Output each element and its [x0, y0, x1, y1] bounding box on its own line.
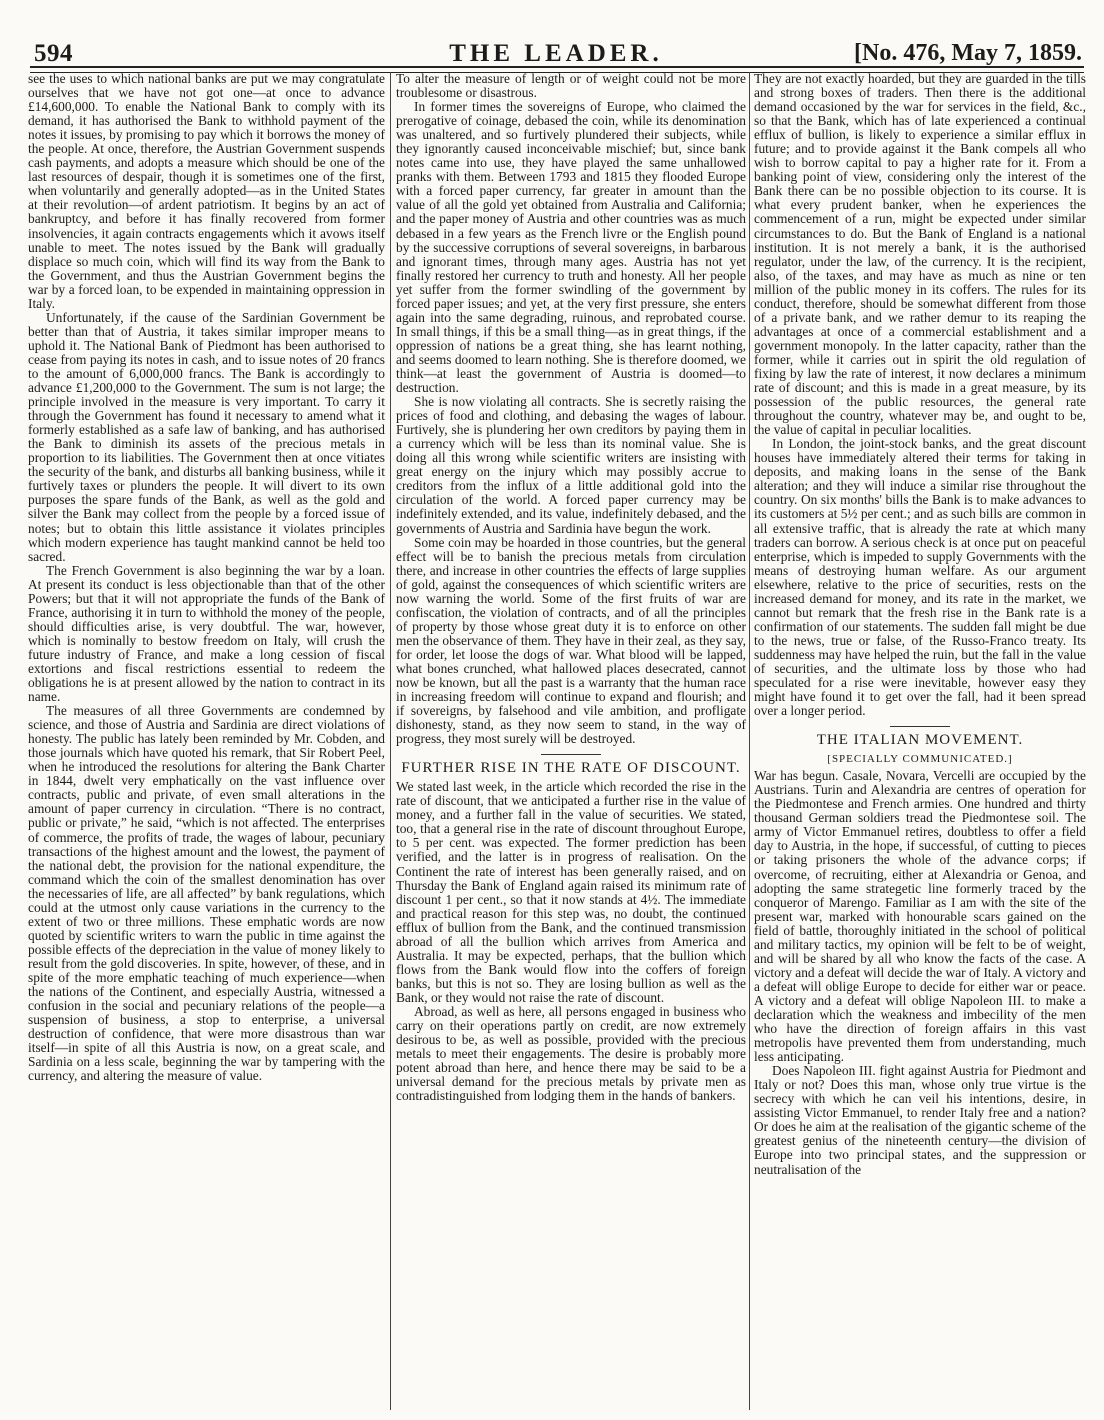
paragraph: To alter the measure of length or of weight could not be more troublesome or disastrous.: [396, 72, 746, 101]
column-divider: [749, 72, 750, 1410]
paragraph: They are not exactly hoarded, but they are guarded in the tills and strong boxes of traders. Then there is the additional demand occasioned by the war for services in the field, &c., so that the Bank, which has of late experienced a continual efflux of bullion, is likely to experience a similar efflux in future; and to provide against it the Bank compels all who wish to borrow capital to pay a higher rate for it. From a banking point of view, considering only the interest of the Bank there can be no possible objection to its course. It is what every prudent banker, when he experiences the commencement of a run, might be expected under similar circumstances to do. But the Bank of England is a national institution. It is not merely a bank, it is the authorised regulator, under the law, of the currency. It is the recipient, also, of the taxes, and may have as much as nine or ten million of the public money in its coffers. The rules for its conduct, therefore, should be somewhat different from those of a private bank, and we rather demur to its reaping the advantages at once of a commercial establishment and a government monopoly. In the latter capacity, rather than the former, while it carries out in spirit the old regulation of fixing by law the rate of interest, it now declares a minimum rate of discount; and this is made in a great measure, by its possession of the public resources, the general rate throughout the country, whatever may be, and ought to be, the value of capital in peculiar localities.: [754, 72, 1086, 438]
paragraph: Unfortunately, if the cause of the Sardinian Government be better than that of Austria, it takes similar improper means to uphold it. The National Bank of Piedmont has been authorised to cease from paying its notes in cash, and to issue notes of 20 francs to the amount of 6,000,000 francs. The Bank is accordingly to advance £1,200,000 to the Government. The sum is not large; the principle involved in the measure is very important. To carry it through the Government has found it necessary to amend what it formerly established as a safe law of banking, and has authorised the Bank to diminish its assets of the precious metals in proportion to its liabilities. The Government then at once vitiates the security of the bank, and disturbs all banking business, while it furtively taxes or plunders the people. It will divert to its own purposes the spare funds of the Bank, as well as the gold and silver the Bank may collect from the people by a forced issue of notes; but to obtain this little assistance it violates principles which modern experience has taught mankind cannot be held too sacred.: [28, 309, 385, 564]
newspaper-title: THE LEADER.: [449, 40, 663, 67]
paragraph: We stated last week, in the article which recorded the rise in the rate of discount, that we anticipated a further rise in the value of money, and a further fall in the value of securities. We stated, too, that a general rise in the rate of discount throughout Europe, to 5 per cent. was expected. The former prediction has been verified, and the latter is in progress of realisation. On the Continent the rate of interest has been generally raised, and on Thursday the Bank of England again raised its minimum rate of discount 1 per cent., so that it now stands at 4½. The immediate and practical reason for this step was, no doubt, the continued efflux of bullion from the Bank, and the continued transmission abroad of all the bullion which arrives from America and Australia. It may be expected, perhaps, that the bullion which flows from the Bank would flow into the coffers of foreign banks, but this is not so. They are losing bullion as well as the Bank, or they would not raise the rate of discount.: [396, 779, 746, 1005]
section-separator: [890, 726, 950, 727]
column-2: [396, 72, 746, 1410]
paragraph: The French Government is also beginning the war by a loan. At present its conduct is less objectionable than that of the other Powers; but that it will not appropriate the funds of the Bank of France, authorising it in turn to withhold the money of the people, should difficulties arise, is very doubtful. The war, however, which is nominally to bestow freedom on Italy, will crush the future industry of France, and make a long cession of fiscal extortions and fiscal restrictions essential to redeem the obligations he is at present allowed by the nation to contract in its name.: [28, 562, 385, 705]
paragraph: Some coin may be hoarded in those countries, but the general effect will be to banish the precious metals from circulation there, and increase in other countries the effects of large supplies of gold, against the consequences of which scientific writers are now warning the world. Some of the first fruits of war are confiscation, the violation of contracts, and of all the principles of property by those whose great duty it is to enforce on other men the observance of them. They have in their zeal, as they say, for order, let loose the dogs of war. What blood will be lapped, what bones crunched, what hallowed places desecrated, cannot now be known, but all the past is a warranty that the human race in increasing freedom will continue to expand and flourish; and if sovereigns, by falsehood and vile ambition, and profligate dishonesty, stand, as they now seem to stand, in the way of progress, they most surely will be destroyed.: [396, 534, 746, 747]
page-number: 594: [34, 40, 73, 67]
article-subheading: [SPECIALLY COMMUNICATED.]: [827, 753, 1013, 766]
issue-info: [No. 476, May 7, 1859.: [854, 40, 1082, 66]
column-3: [754, 72, 1086, 1410]
paragraph: In former times the sovereigns of Europe, who claimed the prerogative of coinage, debased the coin, while its denomination was unaltered, and so furtively plundered their subjects, while they ignorantly caused inconceivable mischief; but, since bank notes came into use, they have played the same unhallowed pranks with them. Between 1793 and 1815 they flooded Europe with a forced paper currency, far greater in amount than the value of all the gold yet obtained from Australia and California; and the paper money of Austria and other countries was as much debased in a few years as the French livre or the English pound by the successive corruptions of several sovereigns, in barbarous and ignorant times, through many ages. Austria has not yet finally restored her currency to truth and honesty. All her people yet suffer from the former swindling of the government by forced paper issues; and yet, at the very first pressure, she enters again into the same degrading, ruinous, and reprobated course. In small things, if this be a small thing—as in great things, if the oppression of nations be a great thing, she has learnt nothing, and seems doomed to learn nothing. She is therefore doomed, we think—at least the government of Austria is doomed—to destruction.: [396, 99, 746, 396]
paragraph: The measures of all three Governments are condemned by science, and those of Austria and Sardinia are direct violations of honesty. The public has lately been reminded by Mr. Cobden, and those journals which have quoted his remark, that Sir Robert Peel, when he introduced the resolutions for altering the Bank Charter in 1844, dwelt very emphatically on the vast influence over contracts, public and private, of even small alterations in the amount of paper currency in circulation. “There is no contract, public or private,” he said, “which is not affected. The enterprises of commerce, the profits of trade, the wages of labour, pecuniary transactions of the highest amount and the lowest, the payment of the national debt, the provision for the national expenditure, the command which the coin of the smallest denomination has over the necessaries of life, are all affected” by bank regulations, which could at the utmost only cause variations in the currency to the extent of two or three millions. These emphatic words are now quoted by scientific writers to warn the public in time against the possible effects of the depreciation in the value of money likely to result from the gold discoveries. In spite, however, of these, and in spite of the more emphatic teaching of much experience—when the nations of the Continent, and especially Austria, witnessed a confusion in the social and pecuniary relations of the people—a suspension of business, a stop to enterprise, a universal destruction of confidence, that were more disastrous than war itself—in spite of all this Austria is now, on a great scale, and Sardinia on a less scale, beginning the war by tampering with the currency, and altering the measure of value.: [28, 703, 385, 1084]
paragraph: War has begun. Casale, Novara, Vercelli are occupied by the Austrians. Turin and Alexandria are centres of operation for the Piedmontese and French armies. One hundred and thirty thousand German soldiers tread the Piedmontese soil. The army of Victor Emmanuel retires, doubtless to offer a field day to Austria, in the hope, if successful, of cutting to pieces or taking prisoners the whole of the advance corps; if overcome, of recruiting, either at Alexandria or Genoa, and adopting the same strategetic line formerly traced by the conqueror of Marengo. Familiar as I am with the site of the present war, marked with honourable scars gained on the field of battle, thoroughly initiated in the school of political and military tactics, my opinion will be felt to be of weight, and will be shared by all who know the facts of the case. A victory and a defeat will decide the war of Italy. A victory and a defeat will oblige Europe to decide for either war or peace. A victory and a defeat will oblige Napoleon III. to make a declaration which the weakness and imbecility of the men who have the direction of foreign affairs in this vast metropolis have prevented them from understanding, much less anticipating.: [754, 768, 1086, 1065]
paragraph: see the uses to which national banks are put we may congratulate ourselves that we have not got one—at once to advance £14,600,000. To enable the National Bank to comply with its demand, it has authorised the Bank to withhold payment of the notes it issues, by promising to pay which it borrows the money of the people. At once, therefore, the Austrian Government suspends cash payments, and adopts a measure which should be one of the last resources of despair, though it is sometimes one of the first, when voluntarily and generally adopted—as in the United States at their revolution—of ardent patriotism. It begins by an act of bankruptcy, and before it has finally recovered from former insolvencies, it again contracts engagements which it avows itself unable to meet. The notes issued by the Bank will gradually displace so much coin, which will find its way from the Bank to the Government, and thus the Austrian Government begins the war by a forced loan, to be expended in maintaining oppression in Italy.: [28, 72, 385, 311]
column-1: [28, 72, 385, 1410]
article-heading-italian-movement: THE ITALIAN MOVEMENT.: [816, 732, 1024, 749]
paragraph: Does Napoleon III. fight against Austria for Piedmont and Italy or not? Does this man, whose only true virtue is the secrecy with which he can veil his intentions, desire, in assisting Victor Emmanuel, to render Italy free and a nation? Or does he aim at the realisation of the gigantic scheme of the greatest genius of the nineteenth century—the division of Europe into two principal states, and the suppression or neutralisation of the: [754, 1063, 1086, 1177]
paragraph: Abroad, as well as here, all persons engaged in business who carry on their operations partly on credit, are now extremely desirous to be, as well as possible, provided with the precious metals to meet their engagements. The desire is probably more potent abroad than here, and hence there may be said to be a universal demand for the precious metals by private men as contradistinguished from lodging them in the hands of bankers.: [396, 1004, 746, 1104]
section-separator: [541, 754, 601, 755]
paragraph: In London, the joint-stock banks, and the great discount houses have immediately altered their terms for taking in deposits, and making loans in the sense of the Bank alteration; and they will induce a similar rise throughout the country. On six months' bills the Bank is to make advances to its customers at 5½ per cent.; and as such bills are common in all extensive traffic, that is already the rate at which many traders can borrow. A serious check is at once put on peaceful enterprise, which is impeded to supply Governments with the means of destroying human welfare. As our argument elsewhere, relative to the price of securities, rests on the increased demand for money, and its rate in the market, we cannot but remark that the fresh rise in the Bank rate is a confirmation of our statements. The sudden fall might be due to the news, true or false, of the Russo-Franco treaty. Its suddenness may have helped the ruin, but the fall in the value of securities, and the ultimate loss by those who had speculated for a rise were inevitable, however easy they might have found it to get over the fall, had it been spread over a longer period.: [754, 436, 1086, 719]
paragraph: She is now violating all contracts. She is secretly raising the prices of food and clothing, and debasing the wages of labour. Furtively, she is plundering her own creditors by paying them in a currency which will be less than its nominal value. She is doing all this wrong while scientific writers are insisting with great energy on the injury which may possibly accrue to creditors from the influx of a little additional gold into the circulation of the world. A forced paper currency may be indefinitely extended, and its value, indefinitely debased, and the governments of Austria and Sardinia have begun the work.: [396, 394, 746, 536]
article-heading-discount: FURTHER RISE IN THE RATE OF DISCOUNT.: [401, 760, 741, 777]
column-divider: [390, 72, 391, 1410]
